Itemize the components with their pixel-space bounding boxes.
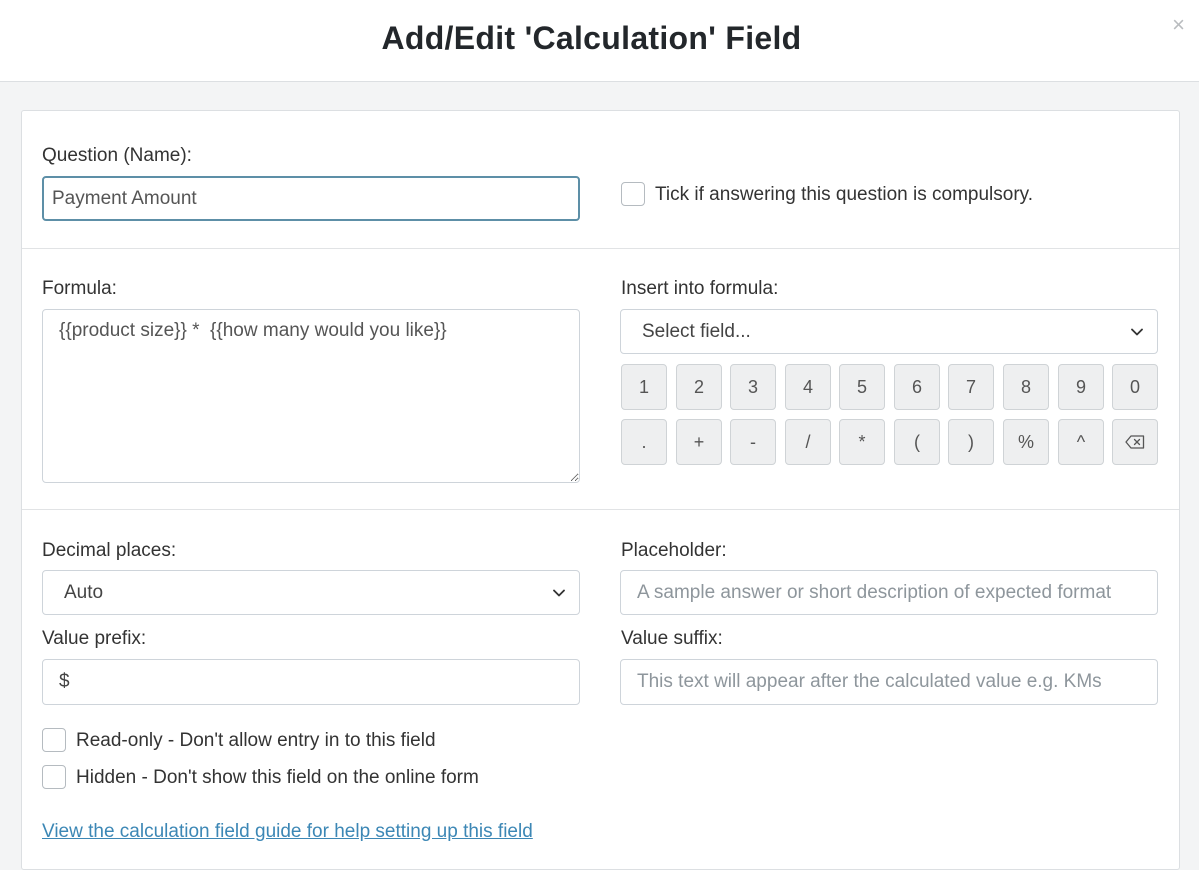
insert-field-select-value: Select field...: [642, 320, 751, 342]
section-divider: [22, 248, 1179, 249]
insert-field-select[interactable]: [620, 309, 1158, 354]
readonly-label: Read-only - Don't allow entry in to this field: [76, 730, 436, 751]
chevron-down-icon: [1131, 328, 1143, 336]
keypad-button-percent[interactable]: %: [1003, 419, 1049, 465]
keypad-button-backspace[interactable]: [1112, 419, 1158, 465]
keypad-button-close-paren[interactable]: ): [948, 419, 994, 465]
value-suffix-input[interactable]: [620, 659, 1158, 705]
keypad-button-decimal[interactable]: .: [621, 419, 667, 465]
keypad-button-4[interactable]: 4: [785, 364, 831, 410]
keypad-button-2[interactable]: 2: [676, 364, 722, 410]
hidden-label: Hidden - Don't show this field on the online form: [76, 767, 479, 788]
modal-header: [0, 0, 1199, 82]
keypad-button-divide[interactable]: /: [785, 419, 831, 465]
keypad-button-plus[interactable]: +: [676, 419, 722, 465]
keypad-button-8[interactable]: 8: [1003, 364, 1049, 410]
value-prefix-input[interactable]: [42, 659, 580, 705]
keypad-button-7[interactable]: 7: [948, 364, 994, 410]
formula-label: Formula:: [42, 278, 117, 299]
keypad-button-9[interactable]: 9: [1058, 364, 1104, 410]
close-icon[interactable]: ×: [1172, 12, 1185, 37]
backspace-icon: [1125, 435, 1145, 449]
keypad-button-multiply[interactable]: *: [839, 419, 885, 465]
decimal-places-label: Decimal places:: [42, 540, 177, 561]
question-label: Question (Name):: [42, 145, 192, 166]
chevron-down-icon: [553, 589, 565, 597]
value-suffix-label: Value suffix:: [621, 628, 723, 649]
keypad-button-minus[interactable]: -: [730, 419, 776, 465]
decimal-places-select[interactable]: [42, 570, 580, 615]
value-prefix-label: Value prefix:: [42, 628, 147, 649]
keypad-button-0[interactable]: 0: [1112, 364, 1158, 410]
keypad-button-1[interactable]: 1: [621, 364, 667, 410]
insert-formula-label: Insert into formula:: [621, 278, 779, 299]
calculation-guide-link[interactable]: View the calculation field guide for help setting up this field: [42, 821, 533, 842]
section-divider: [22, 509, 1179, 510]
question-name-input[interactable]: [42, 176, 580, 221]
compulsory-checkbox[interactable]: [621, 182, 645, 206]
formula-textarea[interactable]: [42, 309, 580, 483]
keypad-button-5[interactable]: 5: [839, 364, 885, 410]
hidden-checkbox[interactable]: [42, 765, 66, 789]
keypad-button-power[interactable]: ^: [1058, 419, 1104, 465]
placeholder-label: Placeholder:: [621, 540, 727, 561]
placeholder-input[interactable]: [620, 570, 1158, 615]
readonly-checkbox[interactable]: [42, 728, 66, 752]
keypad-button-3[interactable]: 3: [730, 364, 776, 410]
modal-title: Add/Edit 'Calculation' Field: [381, 20, 802, 56]
keypad-button-6[interactable]: 6: [894, 364, 940, 410]
form-panel: [21, 110, 1180, 870]
decimal-places-value: Auto: [64, 581, 104, 603]
compulsory-label: Tick if answering this question is compulsory.: [655, 184, 1034, 205]
keypad-button-open-paren[interactable]: (: [894, 419, 940, 465]
